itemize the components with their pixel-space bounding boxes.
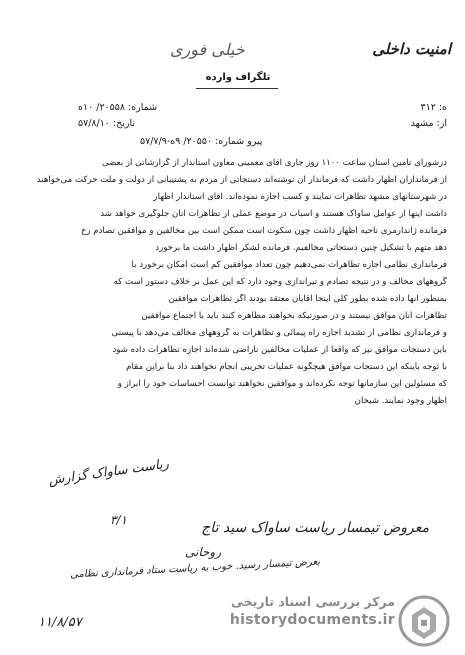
title-underline — [196, 88, 278, 89]
body-line: بمنظور آنها داده شده بطور کلی اینجا آقایان معتقد بودند اگر تظاهرات موافقین — [168, 294, 447, 304]
classification-heading: امنیت داخلی — [372, 40, 451, 58]
handwritten-bottom-date: ۱۱/۸/۵۷ — [38, 615, 82, 630]
document-title: تلگراف وارده — [205, 72, 271, 83]
handwritten-margin-date: ۳/۱ — [110, 513, 127, 527]
body-line: درشورای تامین استان ساعت ۱۱۰۰ روز جاری آقای معمینی معاون استاندار از گزارشاتی از بعضی — [101, 158, 447, 168]
body-line: دهد متهم با تشکیل چنین دستجاتی مخالفیم. فرمانده لشکر اظهار داشت ما برخورد — [155, 243, 447, 253]
body-line: از فرمانداران اظهار داشت که فرماندار ان نوشته‌اند دستجاتی از مردم به پشتیبانی از دولت و ملت حرکت می‌خواهند — [36, 175, 447, 185]
body-line: و فرمانداری نظامی از تشدید اجازه راه پیمائی و تظاهرات به گروههای مخالف می‌دهد با پیستی — [111, 328, 447, 338]
telegram-number: ه: ۳۱۲ — [420, 102, 447, 113]
body-line: داشت اینها از عوامل ساواک هستند و اسباب در موضع عملی از تظاهرات آنان جلوگیری خواهد شد — [100, 209, 447, 219]
body-line: اظهار وجود نمایند. شیخان — [354, 396, 447, 406]
body-line: باین دستجات موافق نیز که واقعاً از عملیات مخالفین ناراضی شده‌اند اجازه تظاهرات داده شود — [112, 345, 447, 355]
reference-number: پیرو شماره: ۲۰۵۵۰/ ۹ه-۵۷/۷/۹ — [140, 136, 263, 147]
registry-date: تاریخ: ۵۷/۸/۱۰ — [78, 118, 136, 129]
archive-logo-icon — [398, 595, 450, 647]
addressee-note: معروض تیمسار ریاست ساواک سید تاج — [201, 520, 429, 536]
body-line: با توجه باینکه این دستجات موافق هیچگونه عملیات تخریبی انجام نخواهند داد بنا براین مقام — [126, 362, 447, 372]
watermark-title: مرکز بررسی اسناد تاریخی — [231, 594, 395, 609]
watermark — [185, 594, 395, 628]
handwritten-signature: روحانی — [185, 545, 222, 559]
body-line: فرمانده ژاندارمری ناحیه اظهار داشت چون سکوت است ممکن است بین مخالفین و موافقین تصادم رخ — [80, 226, 447, 236]
handwritten-referral-note: بعرض تیمسار رسید. خوب به ریاست ستاد فرمانداری نظامی — [69, 556, 321, 581]
watermark-url: historydocuments.ir — [229, 612, 395, 628]
registry-number: شماره: ۲۰۵۵۸/ ۱۰ه — [78, 102, 158, 113]
sender-location: از: مشهد — [410, 118, 447, 129]
handwritten-urgent-note: خیلی فوری — [170, 40, 245, 59]
body-line: فرمانداری نظامی اجازه تظاهرات نمی‌دهیم چون تعداد موافقین کم است امکان برخورد با — [131, 260, 447, 270]
body-line: گروههای مخالف و در نتیجه تصادم و تیراندازی وجود دارد که این عمل بر خلاف دستور است که — [113, 277, 447, 287]
body-line: که مسئولین این سازمانها توجه نکرده‌اند و موافقین نخواهند توانست احساسات خود را ابراز و — [117, 379, 447, 389]
handwritten-margin-note: ریاست ساواک گزارش — [47, 456, 170, 489]
body-line: در شهرستانهای مشهد تظاهرات نمایند و کسب اجازه نموده‌اند. آقای استاندار اظهار — [153, 192, 447, 202]
body-line: تظاهرات آنان موافق نیستند و در صورتیکه بخواهند مظاهره کنند باید با اجتماع موافقین — [141, 311, 447, 321]
